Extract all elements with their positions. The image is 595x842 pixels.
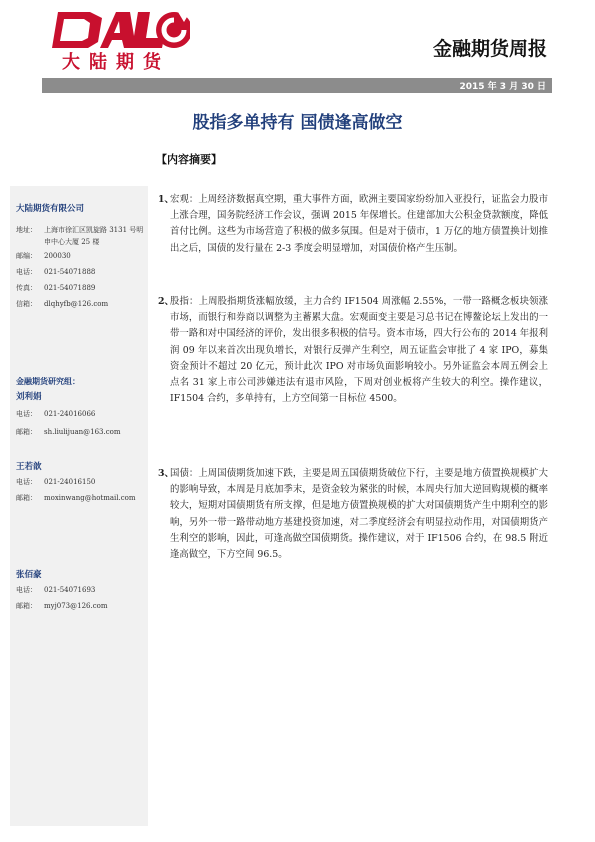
fax-line: 传真： 021-54071889: [16, 284, 96, 292]
postcode-line: 邮编： 200030: [16, 252, 71, 260]
analyst-email[interactable]: 邮箱： myj073@126.com: [16, 602, 108, 610]
report-type-title: 金融期货周报: [432, 38, 547, 60]
contact-sidebar: [10, 186, 148, 826]
address-line: 地址： 上海市徐汇区凯旋路 3131 号明申中心大厦 25 楼: [16, 226, 144, 246]
analyst-phone: 电话： 021-24016150: [16, 478, 96, 486]
page-title: 股指多单持有 国债逢高做空: [192, 113, 403, 133]
company-name: 大陆期货有限公司: [16, 204, 85, 214]
analyst-email[interactable]: 邮箱： sh.liulijuan@163.com: [16, 428, 121, 436]
summary-item-macro: [158, 192, 548, 257]
date-bar: [42, 78, 552, 93]
item-text: 宏观：上周经济数据真空期，重大事件方面，欧洲主要国家纷纷加入亚投行，证监会力股市上涨合理，国务院经济工作会议，强调 2015 年保增长。住建部加大公积金贷款额度，降低首付比例。这些为市场营造了积极的做多氛围。但是对于债市，1 万亿的地方债置换计划推出之后，国债的发行量在 2-3 季度会明显增加，对国债价格产生压制。: [170, 194, 548, 254]
email-line[interactable]: 信箱： dlqhyfb@126.com: [16, 300, 109, 308]
summary-item-stock-index: [158, 294, 548, 407]
analyst-name: 张佰豪: [16, 570, 42, 580]
analyst-phone: 电话： 021-24016066: [16, 410, 96, 418]
item-text: 国债：上周国债期货加速下跌，主要是周五国债期货破位下行，主要是地方债置换规模扩大的影响导致，本周是月底加季末，是资金较为紧张的时候，本周央行加大逆回购规模的概率较大，短期对国债期货有所支撑，但是地方债置换规模的扩大对国债期货产生中期利空的影响，另外一带一路带动地方基建投资加速，对二季度经济会有明显拉动作用，对国债期货产生利空的影响，因此，可逢高做空国债期货。操作建议，对于 IF1506 合约，在 98.5 附近逢高做空，下方空间 96.5。: [170, 468, 548, 561]
logo-text: 大陆期货: [62, 52, 170, 73]
analyst-email[interactable]: 邮箱： moxinwang@hotmail.com: [16, 494, 136, 502]
item-number: 3、: [158, 468, 174, 479]
analyst-name: 王若歆: [16, 462, 42, 472]
phone-line: 电话： 021-54071888: [16, 268, 96, 276]
summary-item-treasury: [158, 466, 548, 563]
analyst-name: 刘利娟: [16, 392, 42, 402]
research-group-title: 金融期货研究组：: [16, 377, 80, 386]
item-number: 1、: [158, 194, 174, 205]
abstract-heading: 【内容摘要】: [156, 153, 222, 166]
item-text: 股指：上周股指期货涨幅放缓，主力合约 IF1504 周涨幅 2.55%，一带一路概念板块领涨市场，而银行和券商以调整为主蓄累大盘。宏观面变主要是习总书记在博鳌论坛上发出的一带一路和对中国经济的评价，发出很多积极的信号。资本市场，四大行公布的 2014 年报利润 09 年以来首次出现负增长，对银行反弹产生利空，周五证监会审批了 4 家 IPO，募集资金预计不超过 20 亿元，预计此次 IPO 对市场负面影响较小。另外证监会本周五例会上点名 31 家上市公司涉嫌违法有退市风险，下周对创业板将产生较大的利空。操作建议，IF1504 合约，多单持有，上方空间第一目标位 4500。: [170, 296, 548, 405]
analyst-phone: 电话： 021-54071693: [16, 586, 96, 594]
report-date: 2015 年 3 月 30 日: [459, 82, 546, 92]
item-number: 2、: [158, 296, 174, 307]
